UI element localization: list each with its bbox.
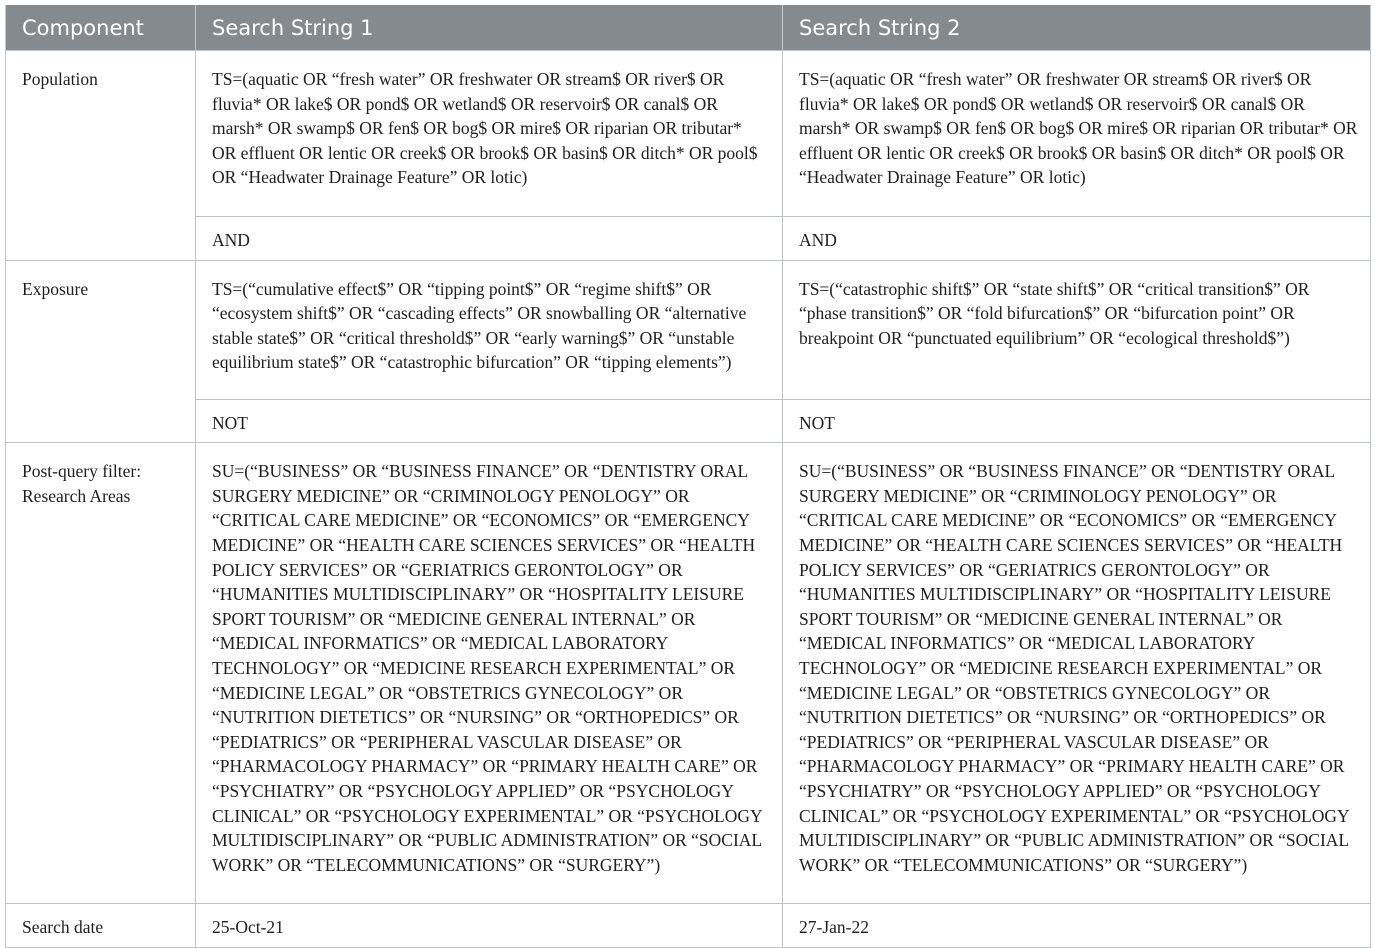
table-row-population-operator (6, 217, 1371, 261)
filter-string-2: SU=(“BUSINESS” OR “BUSINESS FINANCE” OR “DENTISTRY ORAL SURGERY MEDICINE” OR “CRIMINOLOGY PENOLOGY” OR “CRITICAL CARE MEDICINE” OR “ECONOMICS” OR “EMERGENCY MEDICINE” OR “HEALTH CARE SCIENCES SERVICES” OR “HEALTH POLICY SERVICES” OR “GERIATRICS GERONTOLOGY” OR “HUMANITIES MULTIDISCIPLINARY” OR “HOSPITALITY LEISURE SPORT TOURISM” OR “MEDICINE GENERAL INTERNAL” OR “MEDICAL INFORMATICS” OR “MEDICAL LABORATORY TECHNOLOGY” OR “MEDICINE RESEARCH EXPERIMENTAL” OR “MEDICINE LEGAL” OR “OBSTETRICS GYNECOLOGY” OR “NUTRITION DIETETICS” OR “NURSING” OR “ORTHOPEDICS” OR “PEDIATRICS” OR “PERIPHERAL VASCULAR DISEASE” OR “PHARMACOLOGY PHARMACY” OR “PRIMARY HEALTH CARE” OR “PSYCHIATRY” OR “PSYCHOLOGY APPLIED” OR “PSYCHOLOGY CLINICAL” OR “PSYCHOLOGY EXPERIMENTAL” OR “PSYCHOLOGY MULTIDISCIPLINARY” OR “PUBLIC ADMINISTRATION” OR “SOCIAL WORK” OR “TELECOMMUNICATIONS” OR “SURGERY”) (783, 443, 1371, 904)
exposure-operator-2: NOT (783, 399, 1371, 443)
search-date-2: 27-Jan-22 (783, 904, 1371, 948)
exposure-string-2: TS=(“catastrophic shift$” OR “state shift$” OR “critical transition$” OR “phase transition$” OR “fold bifurcation$” OR “bifurcation point” OR breakpoint OR “punctuated equilibrium” OR “ecological threshold$”) (783, 260, 1371, 399)
table-row-search-date (6, 904, 1371, 948)
header-row (6, 5, 1371, 51)
population-operator-2: AND (783, 217, 1371, 261)
search-strings-table (5, 5, 1371, 948)
search-date-1: 25-Oct-21 (196, 904, 783, 948)
population-label: Population (6, 51, 196, 261)
table-row-exposure (6, 260, 1371, 399)
exposure-string-1: TS=(“cumulative effect$” OR “tipping point$” OR “regime shift$” OR “ecosystem shift$” OR “cascading effects” OR snowballing OR “alternative stable state$” OR “critical threshold$” OR “early warning$” OR “unstable equilibrium state$” OR “catastrophic bifurcation” OR “tipping elements”) (196, 260, 783, 399)
table-row-exposure-operator (6, 399, 1371, 443)
table-body (6, 51, 1371, 948)
filter-string-1: SU=(“BUSINESS” OR “BUSINESS FINANCE” OR “DENTISTRY ORAL SURGERY MEDICINE” OR “CRIMINOLOGY PENOLOGY” OR “CRITICAL CARE MEDICINE” OR “ECONOMICS” OR “EMERGENCY MEDICINE” OR “HEALTH CARE SCIENCES SERVICES” OR “HEALTH POLICY SERVICES” OR “GERIATRICS GERONTOLOGY” OR “HUMANITIES MULTIDISCIPLINARY” OR “HOSPITALITY LEISURE SPORT TOURISM” OR “MEDICINE GENERAL INTERNAL” OR “MEDICAL INFORMATICS” OR “MEDICAL LABORATORY TECHNOLOGY” OR “MEDICINE RESEARCH EXPERIMENTAL” OR “MEDICINE LEGAL” OR “OBSTETRICS GYNECOLOGY” OR “NUTRITION DIETETICS” OR “NURSING” OR “ORTHOPEDICS” OR “PEDIATRICS” OR “PERIPHERAL VASCULAR DISEASE” OR “PHARMACOLOGY PHARMACY” OR “PRIMARY HEALTH CARE” OR “PSYCHIATRY” OR “PSYCHOLOGY APPLIED” OR “PSYCHOLOGY CLINICAL” OR “PSYCHOLOGY EXPERIMENTAL” OR “PSYCHOLOGY MULTIDISCIPLINARY” OR “PUBLIC ADMINISTRATION” OR “SOCIAL WORK” OR “TELECOMMUNICATIONS” OR “SURGERY”) (196, 443, 783, 904)
filter-label: Post-query filter: Research Areas (6, 443, 196, 904)
population-operator-1: AND (196, 217, 783, 261)
exposure-label: Exposure (6, 260, 196, 443)
table-row-filter (6, 443, 1371, 904)
header-search-string-1: Search String 1 (196, 5, 783, 51)
header-component: Component (6, 5, 196, 51)
table-header (6, 5, 1371, 51)
exposure-operator-1: NOT (196, 399, 783, 443)
population-string-1: TS=(aquatic OR “fresh water” OR freshwater OR stream$ OR river$ OR fluvia* OR lake$ OR pond$ OR wetland$ OR reservoir$ OR canal$ OR marsh* OR swamp$ OR fen$ OR bog$ OR mire$ OR riparian OR tributar* OR effluent OR lentic OR creek$ OR brook$ OR basin$ OR ditch* OR pool$ OR “Headwater Drainage Feature” OR lotic) (196, 51, 783, 217)
population-string-2: TS=(aquatic OR “fresh water” OR freshwater OR stream$ OR river$ OR fluvia* OR lake$ OR pond$ OR wetland$ OR reservoir$ OR canal$ OR marsh* OR swamp$ OR fen$ OR bog$ OR mire$ OR riparian OR tributar* OR effluent OR lentic OR creek$ OR brook$ OR basin$ OR ditch* OR pool$ OR “Headwater Drainage Feature” OR lotic) (783, 51, 1371, 217)
search-date-label: Search date (6, 904, 196, 948)
header-search-string-2: Search String 2 (783, 5, 1371, 51)
table-row-population (6, 51, 1371, 217)
